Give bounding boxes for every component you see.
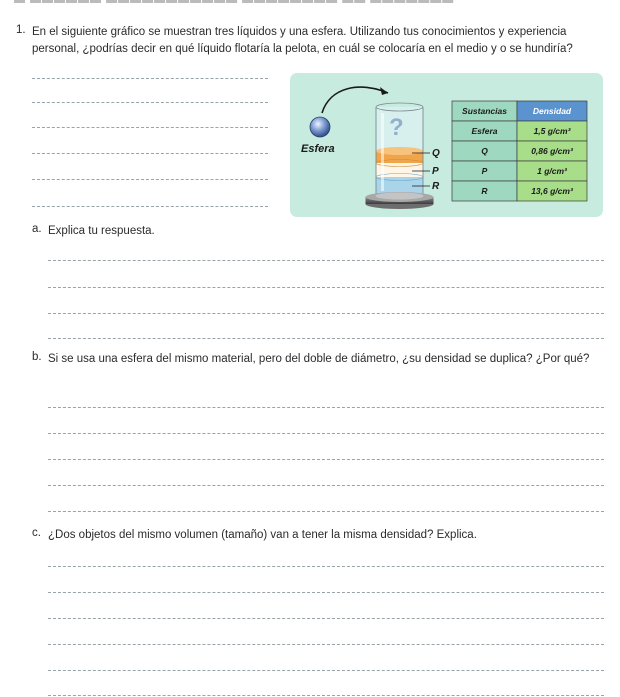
table-cell: R bbox=[481, 186, 488, 196]
answer-line[interactable] bbox=[48, 260, 604, 261]
table-header-density: Densidad bbox=[532, 106, 572, 116]
density-illustration bbox=[290, 73, 603, 217]
subquestion-b-letter: b. bbox=[32, 351, 42, 363]
cropped-header-text: ▬ ▬▬▬▬▬▬ ▬▬▬▬▬▬▬▬▬▬▬ ▬▬▬▬▬▬▬▬ ▬▬ ▬▬▬▬▬▬▬ bbox=[14, 0, 455, 6]
question-text: En el siguiente gráfico se muestran tres líquidos y una esfera. Utilizando tus conocimientos y experiencia personal, ¿podrías decir en qué líquido flotaría la pelota, en cuál se colocaría en el medio y o se hundiría? bbox=[32, 26, 573, 55]
answer-line[interactable] bbox=[48, 313, 604, 314]
answer-line[interactable] bbox=[48, 644, 604, 645]
answer-line[interactable] bbox=[32, 206, 268, 207]
answer-line[interactable] bbox=[48, 485, 604, 486]
subquestion-a-text: Explica tu respuesta. bbox=[48, 225, 155, 237]
answer-line[interactable] bbox=[32, 179, 268, 180]
answer-line[interactable] bbox=[48, 287, 604, 288]
table-cell: P bbox=[481, 166, 488, 176]
answer-line[interactable] bbox=[48, 670, 604, 671]
answer-line[interactable] bbox=[48, 338, 604, 339]
arrow-head-icon bbox=[380, 87, 388, 95]
answer-line[interactable] bbox=[48, 407, 604, 408]
liquid-label-p: P bbox=[432, 166, 439, 177]
subquestion-a-letter: a. bbox=[32, 223, 42, 235]
answer-line[interactable] bbox=[48, 592, 604, 593]
density-figure bbox=[290, 73, 603, 217]
answer-line[interactable] bbox=[32, 127, 268, 128]
answer-line[interactable] bbox=[32, 78, 268, 79]
subquestion-c-letter: c. bbox=[32, 527, 41, 539]
sphere-label: Esfera bbox=[301, 143, 335, 155]
table-cell: 1,5 g/cm³ bbox=[533, 126, 571, 136]
answer-line[interactable] bbox=[48, 618, 604, 619]
liquid-label-q: Q bbox=[432, 148, 440, 159]
liquid-label-r: R bbox=[432, 181, 440, 192]
table-cell: 1 g/cm³ bbox=[537, 166, 567, 176]
answer-line[interactable] bbox=[32, 153, 268, 154]
sphere-icon bbox=[310, 117, 330, 137]
table-cell: 0,86 g/cm³ bbox=[531, 146, 573, 156]
subquestion-b-text: Si se usa una esfera del mismo material, pero del doble de diámetro, ¿su densidad se duplica? ¿Por qué? bbox=[48, 353, 590, 365]
table-cell: 13,6 g/cm³ bbox=[531, 186, 573, 196]
table-header-substances: Sustancias bbox=[462, 106, 507, 116]
table-cell: Q bbox=[481, 146, 488, 156]
answer-line[interactable] bbox=[32, 102, 268, 103]
answer-line[interactable] bbox=[48, 695, 604, 696]
answer-line[interactable] bbox=[48, 459, 604, 460]
question-number: 1. bbox=[16, 24, 26, 36]
answer-line[interactable] bbox=[48, 566, 604, 567]
answer-line[interactable] bbox=[48, 511, 604, 512]
subquestion-c-text: ¿Dos objetos del mismo volumen (tamaño) van a tener la misma densidad? Explica. bbox=[48, 529, 477, 541]
table-cell: Esfera bbox=[471, 126, 498, 136]
answer-line[interactable] bbox=[48, 433, 604, 434]
